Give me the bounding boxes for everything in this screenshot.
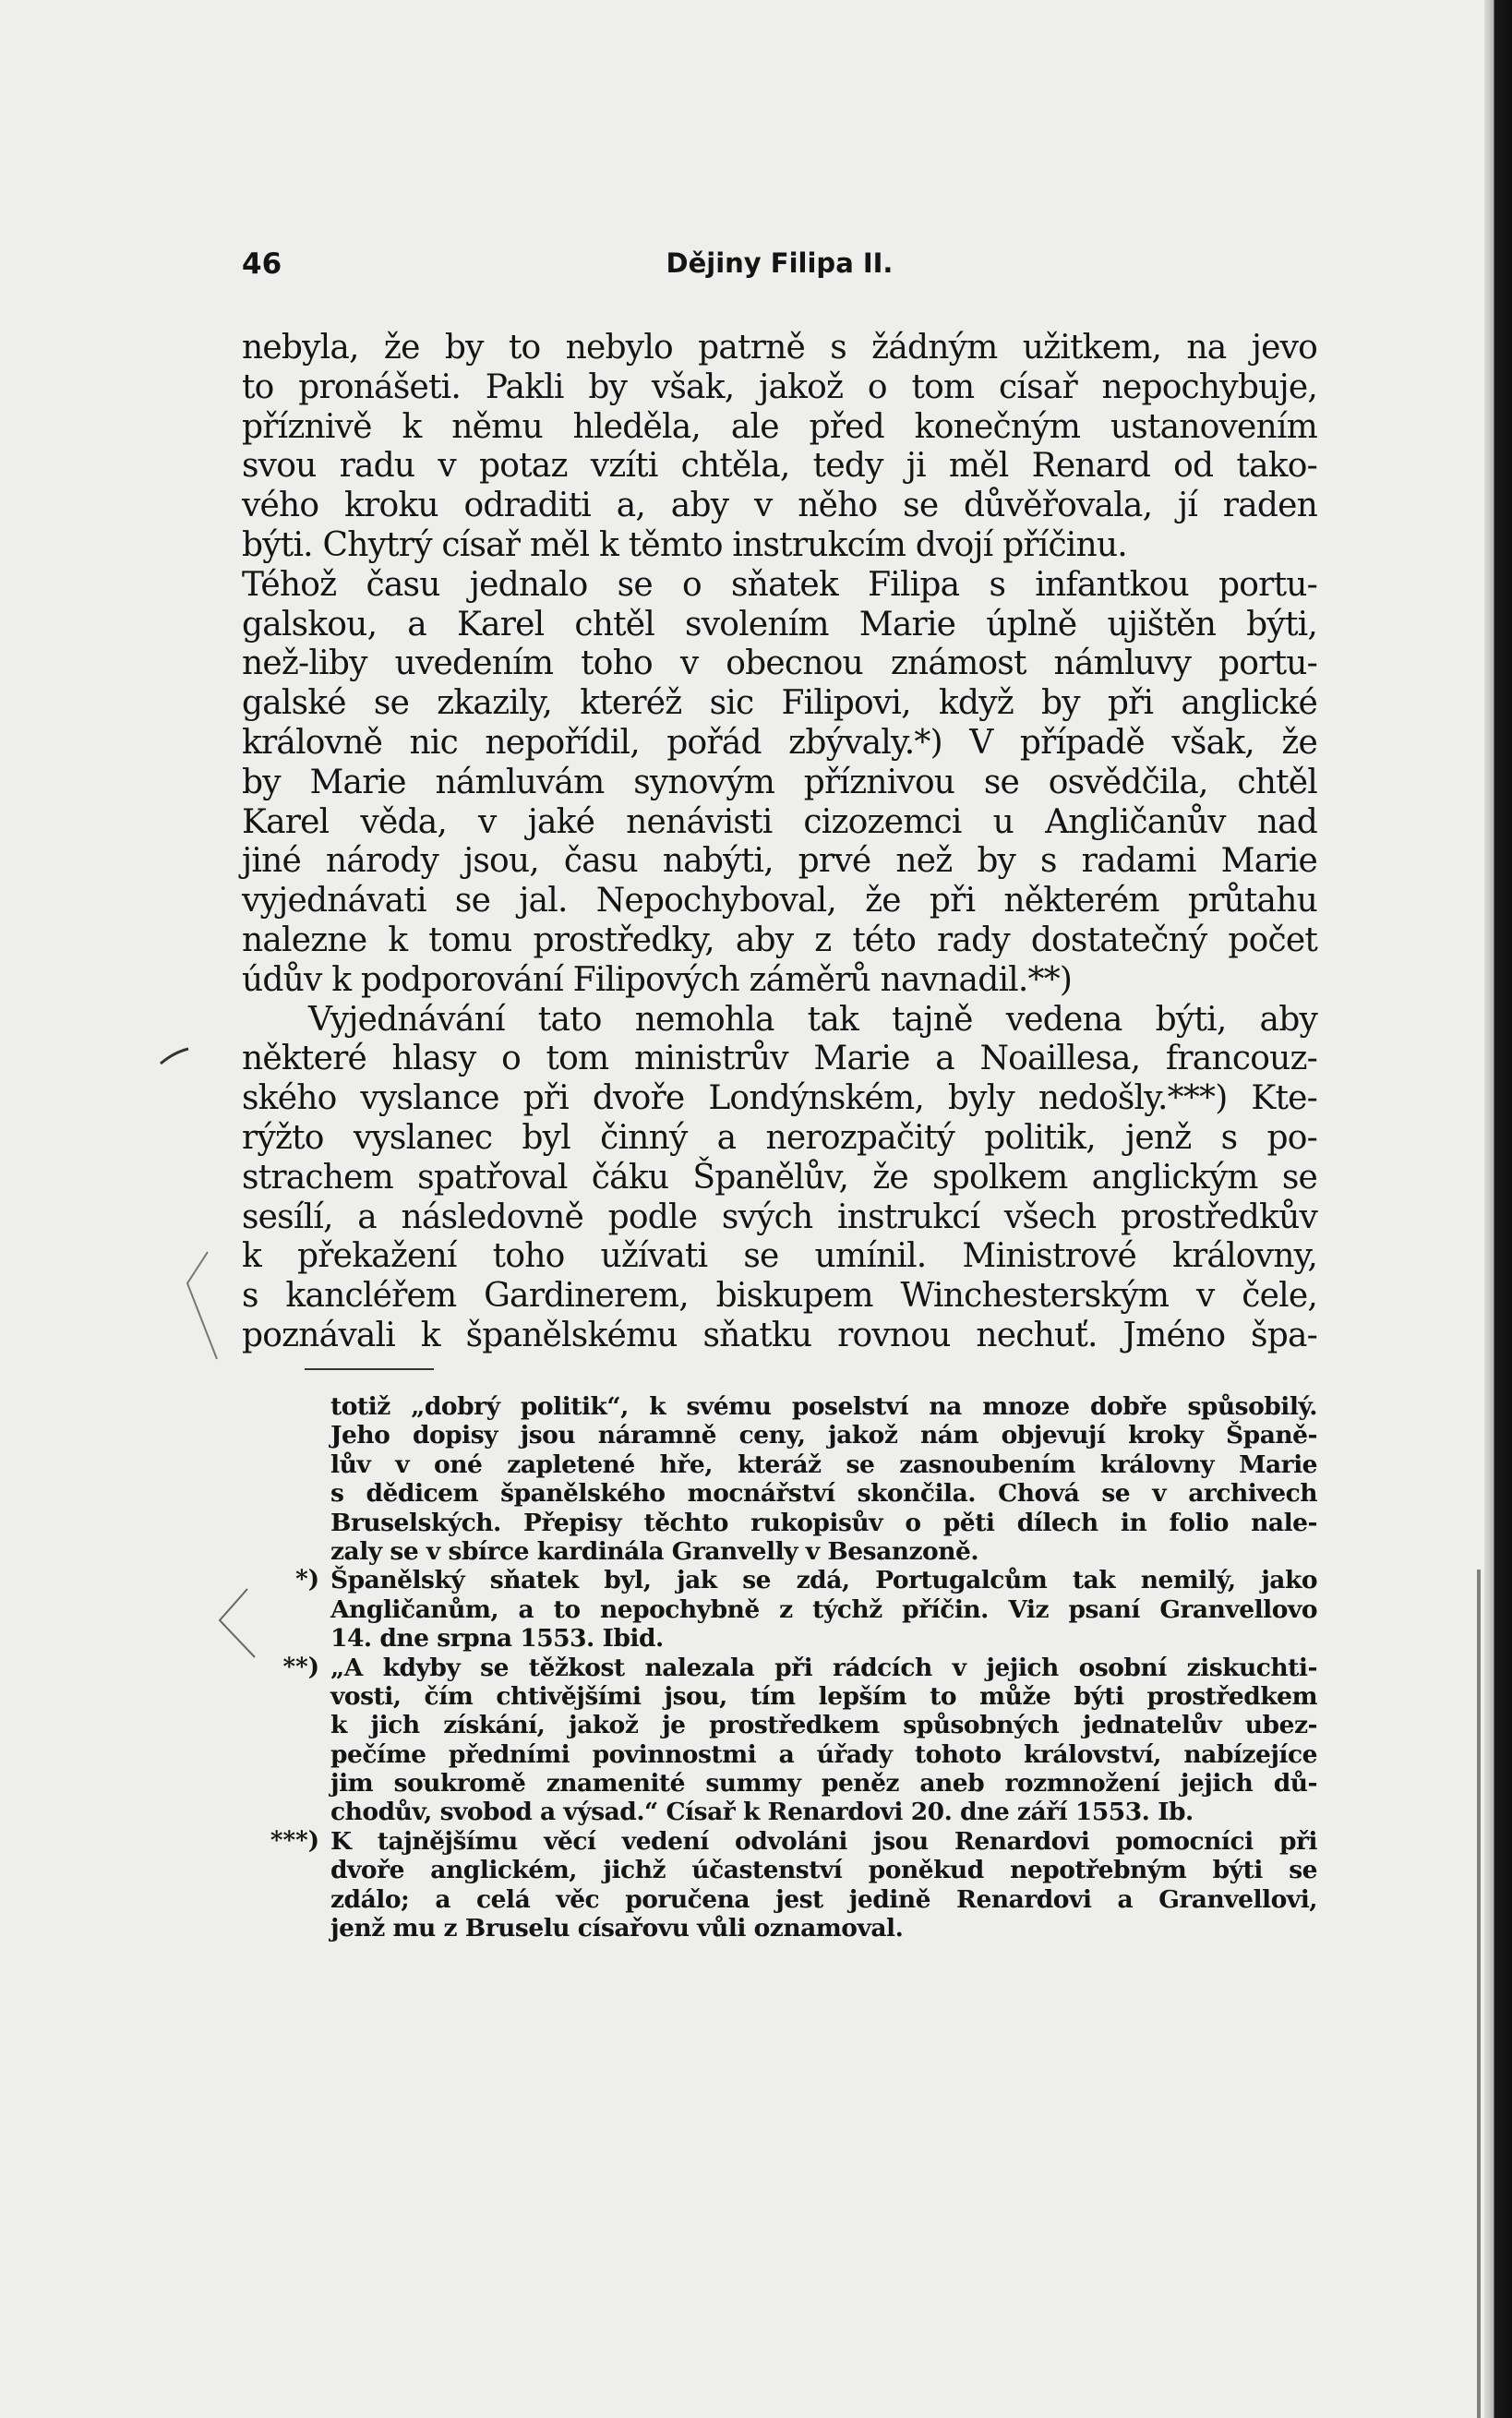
text-line: údův k podporování Filipových záměrů navnadil.**) (242, 960, 1073, 999)
page-number: 46 (242, 247, 282, 281)
text-line: Téhož času jednalo se o sňatek Filipa s infantkou portu- (242, 565, 1317, 604)
footnote-line: Španělský sňatek byl, jak se zdá, Portugalcům tak nemilý, jako (330, 1566, 1317, 1595)
text-line: galskou, a Karel chtěl svolením Marie úplně ujištěn býti, (242, 605, 1317, 644)
footnote-line: vosti, čím chtivějšími jsou, tím lepším to může býti prostředkem (330, 1681, 1317, 1711)
footnote-line: s dědicem španělského mocnářství skončila. Chová se v archivech (330, 1479, 1317, 1509)
footnote-line: Angličanům, a to nepochybně z týchž příčin. Viz psaní Granvellovo (330, 1594, 1317, 1624)
text-line: by Marie námluvám synovým příznivou se osvědčila, chtěl (242, 763, 1317, 801)
text-line: jiné národy jsou, času nabýti, prvé než by s radami Marie (242, 842, 1317, 881)
text-line: nalezne k tomu prostředky, aby z této rady dostatečný počet (242, 920, 1317, 959)
footnote-line: dvoře anglickém, jichž účastenství poněkud nepotřebným býti se (330, 1856, 1317, 1885)
footnote-line: 14. dne srpna 1553. Ibid. (330, 1624, 664, 1654)
pencil-bracket-lower-icon (210, 1583, 266, 1666)
footnote-line: „A kdyby se těžkost nalezala při rádcích v jejich osobní ziskuchti- (330, 1653, 1317, 1682)
text-line: než-liby uvedením toho v obecnou známost námluvy portu- (242, 644, 1317, 683)
footnote-line: jim soukromě znamenité summy peněz aneb rozmnožení jejich dů- (330, 1769, 1317, 1798)
text-line: Karel věda, v jaké nenávisti cizozemci u Angličanův nad (242, 802, 1317, 841)
text-line: strachem spatřoval čáku Španělův, že spolkem anglickým se (242, 1158, 1317, 1197)
footnote (242, 1827, 1317, 1943)
footnote-line: zdálo; a celá věc poručena jest jedině Renardovi a Granvellovi, (330, 1884, 1317, 1914)
running-title: Dějiny Filipa II. (666, 247, 894, 279)
footnote (242, 1654, 1317, 1827)
next-page-edge (1484, 0, 1512, 2418)
footnote-line: k jich získání, jakož je prostředkem spůsobných jednatelův ubez- (330, 1711, 1317, 1740)
text-line: královně nic nepořídil, pořád zbývaly.*) V případě však, že (242, 723, 1317, 762)
footnote-line: Bruselských. Přepisy těchto rukopisův o pěti dílech in folio nale- (330, 1508, 1317, 1537)
footnote-line: jenž mu z Bruselu císařovu vůli oznamoval. (330, 1914, 904, 1943)
page-edge-shadow (1477, 1570, 1481, 2418)
text-line: Vyjednávání tato nemohla tak tajně vedena býti, aby (308, 1000, 1317, 1039)
footnote-separator (305, 1368, 434, 1370)
footnote (242, 1392, 1317, 1566)
text-line: k překažení toho užívati se umínil. Ministrové královny, (242, 1237, 1317, 1276)
footnotes (242, 1392, 1317, 1943)
footnote (242, 1566, 1317, 1653)
main-text (242, 329, 1317, 1356)
text-line: příznivě k němu hleděla, ale před konečným ustanovením (242, 407, 1317, 446)
footnote-line: Jeho dopisy jsou náramně ceny, jakož nám objevují kroky Španě- (330, 1421, 1317, 1450)
footnote-line: zaly se v sbírce kardinála Granvelly v Besanzoně. (330, 1536, 979, 1566)
footnote-line: totiž „dobrý politik“, k svému poselství na mnoze dobře spůsobilý. (330, 1392, 1317, 1421)
page-header (242, 247, 1317, 284)
text-line: ského vyslance při dvoře Londýnském, byly nedošly.***) Kte- (242, 1079, 1317, 1118)
text-line: galské se zkazily, kteréž sic Filipovi, když by při anglické (242, 684, 1317, 723)
text-line: svou radu v potaz vzíti chtěla, tedy ji měl Renard od tako- (242, 447, 1317, 486)
footnote-mark: *) (295, 1566, 319, 1594)
footnote-line: pečíme předními povinnostmi a úřady tohoto království, nabízejíce (330, 1739, 1317, 1769)
pencil-bracket-icon (180, 1246, 254, 1366)
text-line: rýžto vyslanec byl činný a nerozpačitý politik, jenž s po- (242, 1118, 1317, 1157)
text-line: některé hlasy o tom ministrův Marie a Noaillesa, francouz- (242, 1040, 1317, 1078)
pencil-mark-icon (157, 1043, 194, 1069)
text-line: to pronášeti. Pakli by však, jakož o tom císař nepochybuje, (242, 367, 1317, 406)
text-line: býti. Chytrý císař měl k těmto instrukcím dvojí příčinu. (242, 525, 1127, 564)
text-line: nebyla, že by to nebylo patrně s žádným užitkem, na jevo (242, 329, 1317, 367)
footnote-mark: ***) (270, 1826, 319, 1855)
footnote-line: chodův, svobod a výsad.“ Císař k Renardovi 20. dne září 1553. Ib. (330, 1798, 1194, 1827)
text-line: vého kroku odraditi a, aby v něho se důvěřovala, jí raden (242, 487, 1317, 525)
text-line: poznávali k španělskému sňatku rovnou nechuť. Jméno špa- (242, 1316, 1317, 1354)
text-line: s kancléřem Gardinerem, biskupem Winchesterským v čele, (242, 1277, 1317, 1316)
footnote-line: K tajnějšímu věcí vedení odvoláni jsou Renardovi pomocníci při (330, 1826, 1317, 1856)
footnote-line: lův v oné zapletené hře, kteráž se zasnoubením královny Marie (330, 1450, 1317, 1479)
footnote-mark: **) (282, 1653, 319, 1681)
text-line: sesílí, a následovně podle svých instrukcí všech prostředkův (242, 1197, 1317, 1236)
text-line: vyjednávati se jal. Nepochyboval, že při některém průtahu (242, 882, 1317, 920)
